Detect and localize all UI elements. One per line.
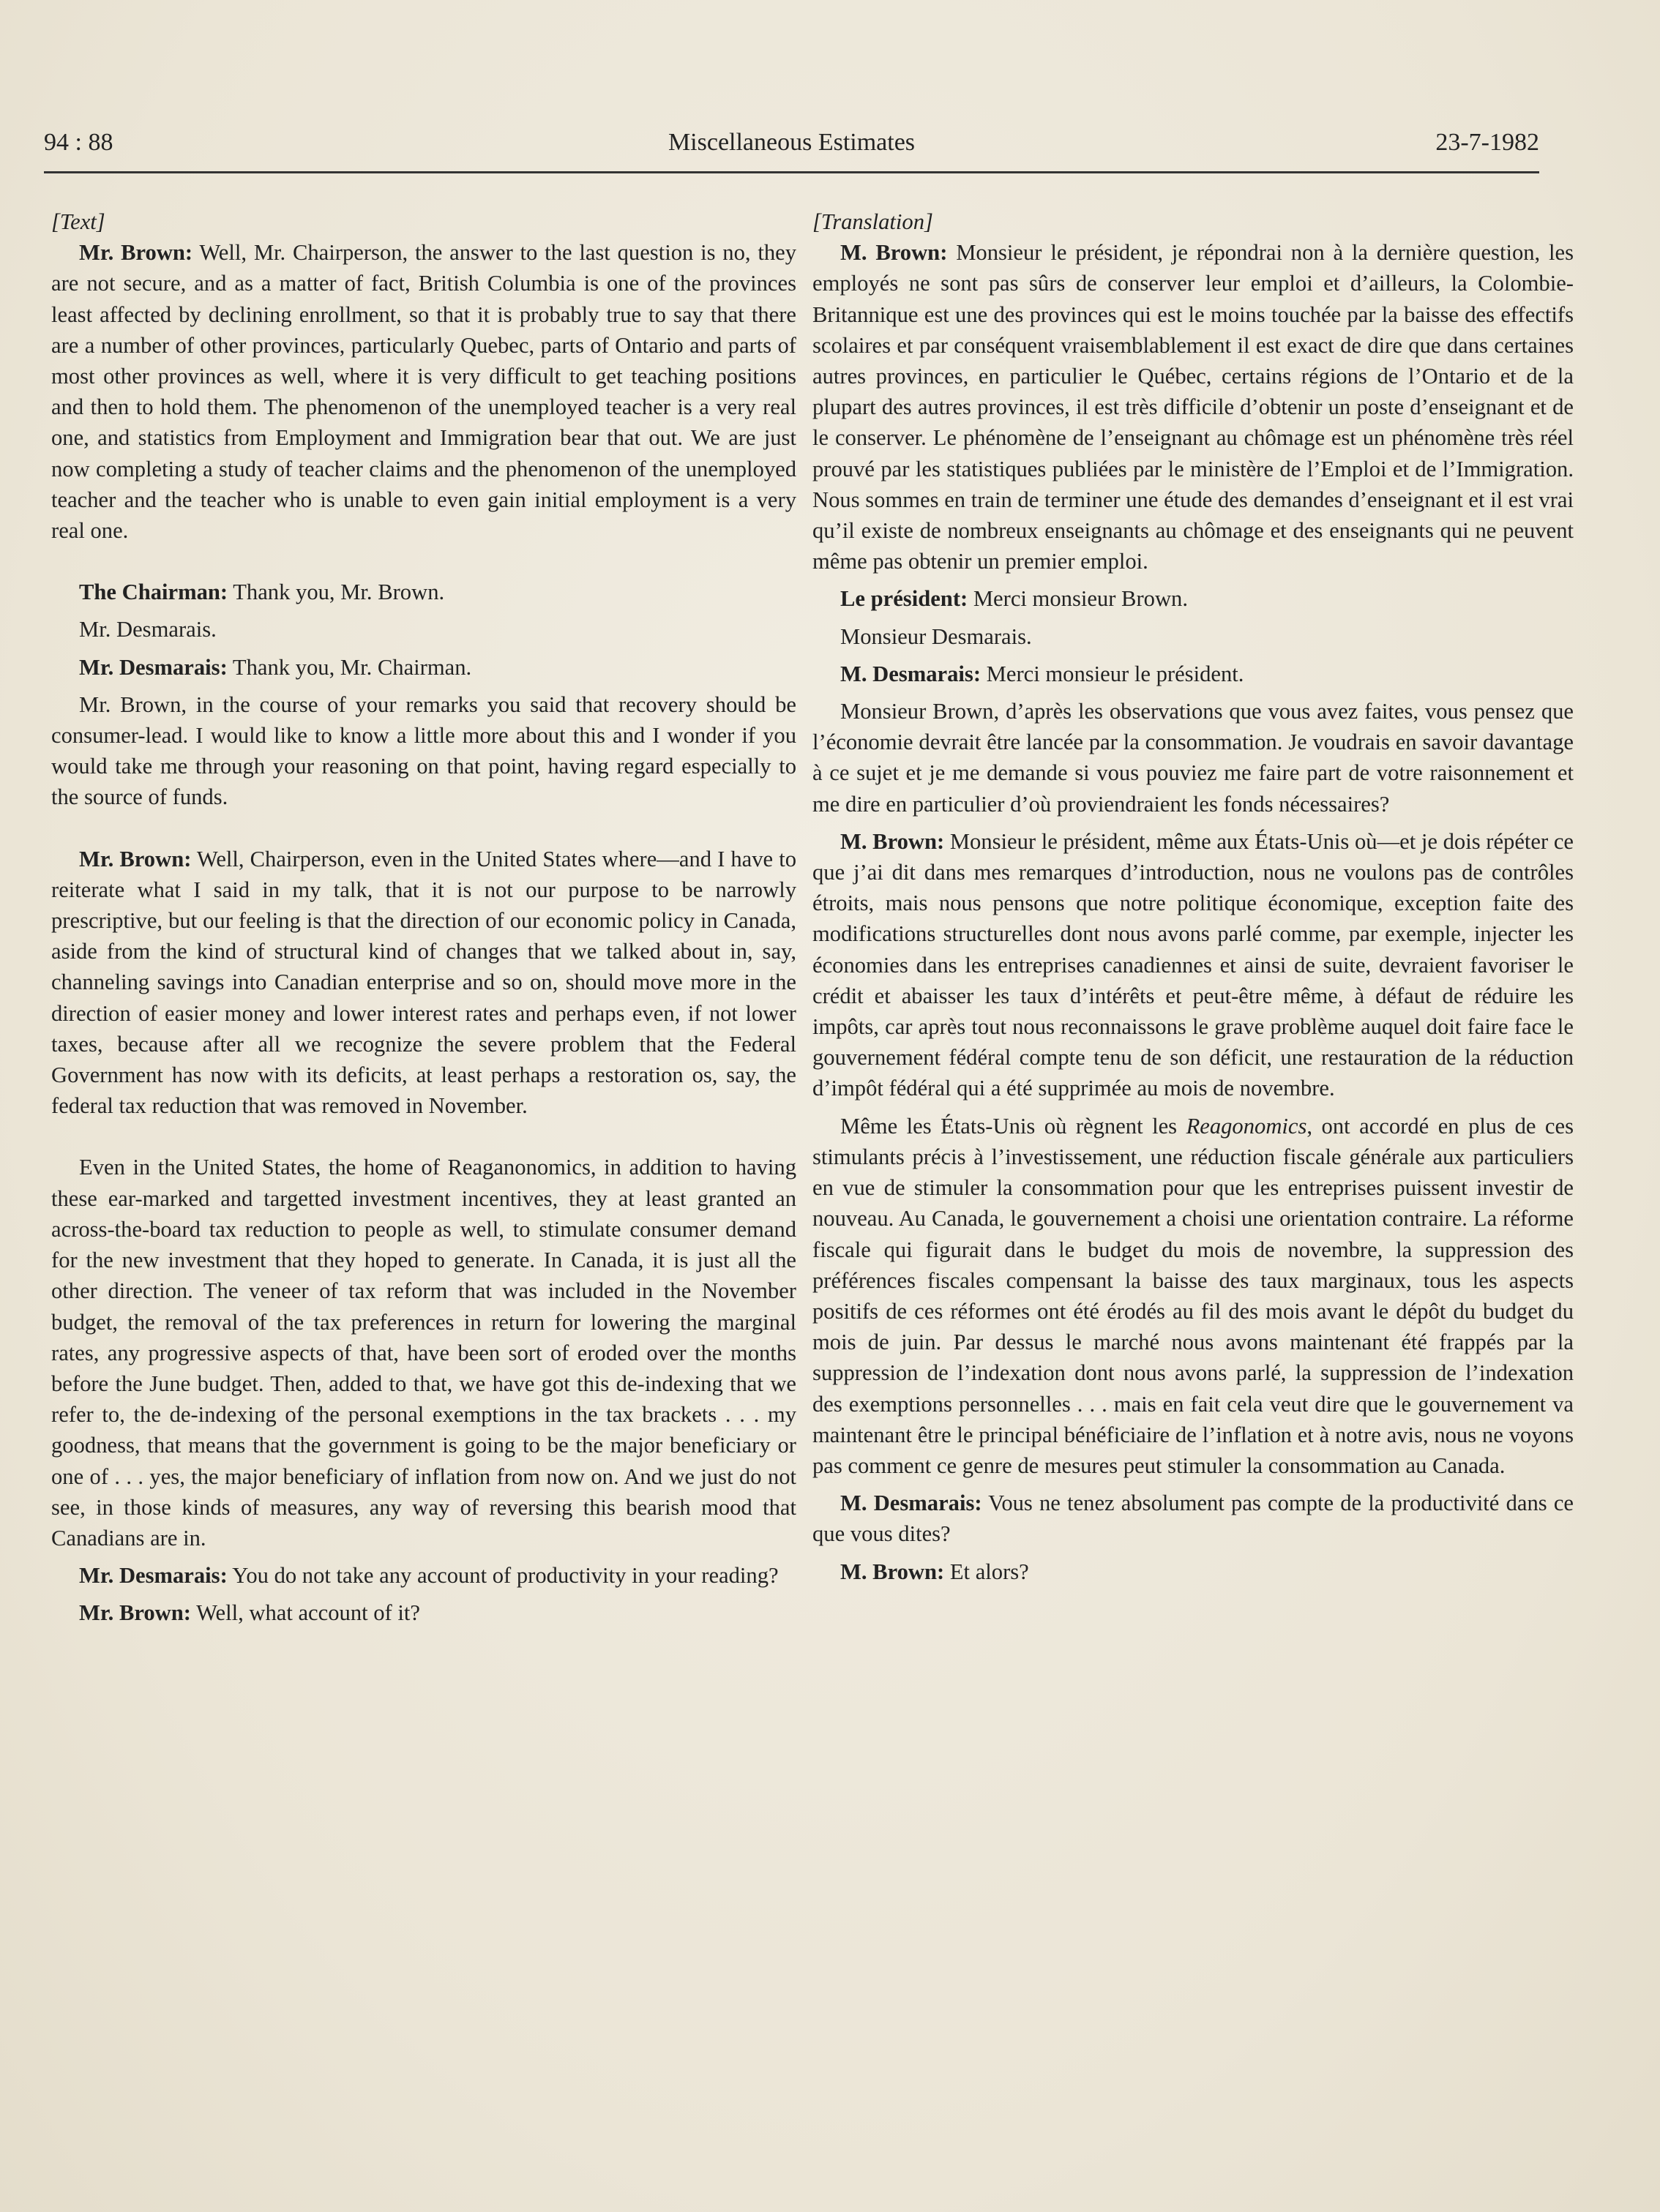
paragraph: [812, 583, 1574, 614]
paragraph: [812, 696, 1574, 820]
paragraph: [51, 844, 796, 1122]
paragraph: [812, 237, 1574, 577]
paragraph: [51, 1597, 796, 1628]
paragraph: [51, 1152, 796, 1553]
paragraph-text: Merci monsieur le président.: [981, 661, 1244, 686]
page-header: [44, 124, 1539, 173]
paragraph: [51, 614, 796, 645]
page-number: 94 : 88: [44, 129, 113, 156]
paragraph-text: Well, what account of it?: [190, 1600, 420, 1626]
paragraph-text: Et alors?: [944, 1559, 1029, 1584]
paragraph: [812, 1111, 1574, 1481]
paragraph: [51, 237, 796, 546]
speaker: The Chairman:: [79, 580, 228, 605]
publication-title: Miscellaneous Estimates: [668, 129, 916, 156]
translation-tag: [Translation]: [812, 209, 933, 234]
paragraph-text: Mr. Brown, in the course of your remarks you said that recovery should be consumer-lead. I would like to know a little more about this and I wonder if you would take me through your reasoning on that point, having regard especially to the source of funds.: [51, 691, 796, 810]
paragraph-text: Vous ne tenez absolument pas compte de la productivité dans ce que vous dites?: [812, 1491, 1574, 1547]
header-date: 23-7-1982: [1435, 129, 1539, 156]
paragraph-text: , ont accordé en plus de ces stimulants précis à l’investissement, une réduction fiscale générale aux particuliers en vue de stimuler la consommation pour que les entreprises puissent investir de nouveau. Au Canada, le gouvernement a choisi une orientation contraire. La réforme fiscale qui figurait dans le budget du mois de novembre, la suppression des préférences fiscales compensant la baisse des taux marginaux, tous les aspects positifs de ces réformes ont été érodés au fil des mois avant le dépôt du budget du mois de juin. Par dessus le marché nous avons maintenant été frappés par la suppression de l’indexation dont nous avons parlé, la suppression de l’indexation des exemptions personnelles . . . mais en fait cela veut dire que le gouvernement va maintenant être le principal bénéficiaire de l’inflation et à notre avis, nous ne voyons pas comment ce genre de mesures peut stimuler la consommation au Canada.: [812, 1113, 1574, 1478]
speaker: Mr. Desmarais:: [79, 654, 228, 680]
speaker: M. Brown:: [840, 828, 945, 854]
speaker: Mr. Desmarais:: [79, 1563, 228, 1589]
paragraph-text: Even in the United States, the home of Reaganonomics, in addition to having these ear-marked and targetted investment incentives, they at least granted an across-the-board tax reduction to people as well, to stimulate consumer demand for the new investment that they hoped to generate. In Canada, it is just all the other direction. The veneer of tax reform that was included in the November budget, the removal of the tax preferences in return for lowering the marginal rates, any progressive aspects of that, have been sort of eroded over the months before the June budget. Then, added to that, we have got this de-indexing that we refer to, the de-indexing of the personal exemptions in the tax brackets . . . my goodness, that means that the government is going to be the major beneficiary or one of . . . yes, the major beneficiary of inflation from now on. And we just do not see, in those kinds of measures, any way of reversing this bearish mood that Canadians are in.: [51, 1155, 796, 1551]
speaker: Le président:: [840, 586, 968, 612]
paragraph: [812, 1488, 1574, 1549]
paragraph-text-start: Même les États-Unis où règnent les: [840, 1113, 1186, 1139]
paragraph: [812, 659, 1574, 689]
italic-term: Reagonomics: [1186, 1113, 1307, 1139]
paragraph-text: Well, Mr. Chairperson, the answer to the last question is no, they are not secure, and as a matter of fact, British Columbia is one of the provinces least affected by declining enrollment, so that it is probably true to say that there are a number of other provinces, particularly Quebec, parts of Ontario and parts of most other provinces as well, where it is very difficult to get teaching positions and then to hold them. The phenomenon of the unemployed teacher is a very real one, and statistics from Employment and Immigration bear that out. We are just now completing a study of teacher claims and the phenomenon of the unemployed teacher and the teacher who is unable to even gain initial employment is a very real one.: [51, 240, 796, 544]
speaker: M. Desmarais:: [840, 661, 982, 686]
english-column: [51, 206, 796, 1635]
paragraph: [51, 652, 796, 683]
speaker: Mr. Brown:: [79, 846, 192, 871]
text-tag: [Text]: [51, 209, 105, 234]
paragraph-text: Monsieur le président, je répondrai non à la dernière question, les employés ne sont pas sûrs de conserver leur emploi et d’ailleurs, la Colombie-Britannique est une des provinces qui est le moins touchée par la baisse des effectifs scolaires et par conséquent vraisemblablement il est exact de dire que dans certaines autres provinces, en particulier le Québec, certains régions de l’Ontario et de la plupart des autres provinces, il est très difficile d’obtenir un poste d’enseignant et de le conserver. Le phénomène de l’enseignant au chômage est un phénomène très réel prouvé par les statistiques publiées par le ministère de l’Emploi et de l’Immigration. Nous sommes en train de terminer une étude des demandes d’enseignant et il est vrai qu’il existe de nombreux enseignants au chômage et des enseignants qui ne peuvent même pas obtenir un premier emploi.: [812, 240, 1574, 574]
paragraph: [51, 1560, 796, 1591]
paragraph-text: Well, Chairperson, even in the United States where—and I have to reiterate what I said in my talk, that it is not our purpose to be narrowly prescriptive, but our feeling is that the direction of our economic policy in Canada, aside from the kind of structural kind of changes that we talked about in, say, channeling savings into Canadian enterprise and so on, should move more in the direction of easier money and lower interest rates and perhaps even, if not lower taxes, because after all we recognize the severe problem that the Federal Government has now with its deficits, at least perhaps a restoration os, say, the federal tax reduction that was removed in November.: [51, 846, 796, 1119]
paragraph-text: Mr. Desmarais.: [79, 617, 217, 642]
paragraph: [51, 689, 796, 813]
paragraph-text: You do not take any account of productivity in your reading?: [227, 1563, 779, 1589]
paragraph-text: Monsieur Brown, d’après les observations que vous avez faites, vous pensez que l’économie devrait être lancée par la consommation. Je voudrais en savoir davantage à ce sujet et je me demande si vous pouviez me faire part de votre raisonnement et me dire en particulier d’où proviendraient les fonds nécessaires?: [812, 699, 1574, 817]
french-column: [812, 206, 1574, 1594]
paragraph-text: Monsieur Desmarais.: [840, 623, 1032, 649]
speaker: M. Desmarais:: [840, 1491, 982, 1516]
speaker: Mr. Brown:: [79, 1600, 191, 1626]
paragraph: [812, 621, 1574, 652]
paragraph: [51, 577, 796, 607]
paragraph-text: Merci monsieur Brown.: [968, 586, 1188, 612]
speaker: Mr. Brown:: [79, 240, 193, 266]
paragraph: [812, 1556, 1574, 1587]
speaker: M. Brown:: [840, 1559, 945, 1584]
paragraph-text: Monsieur le président, même aux États-Unis où—et je dois répéter ce que j’ai dit dans mes remarques d’introduction, nous ne voulons pas de contrôles étroits, mais nous pensons que notre politique économique, exception faite des modifications structurelles dont nous avons parlé comme, par exemple, injecter les économies dans les entreprises canadiennes et ainsi de suite, devraient favoriser le crédit et abaisser les taux d’intérêts et peut-être même, à défaut de réduire les impôts, car après tout nous reconnaissons le grave problème auquel doit faire face le gouvernement fédéral compte tenu de son déficit, une restauration de la réduction d’impôt fédéral qui a été supprimée au mois de novembre.: [812, 828, 1574, 1101]
speaker: M. Brown:: [840, 240, 948, 266]
paragraph-text: Thank you, Mr. Chairman.: [227, 654, 472, 680]
paragraph-text: Thank you, Mr. Brown.: [228, 580, 445, 605]
paragraph: [812, 826, 1574, 1104]
